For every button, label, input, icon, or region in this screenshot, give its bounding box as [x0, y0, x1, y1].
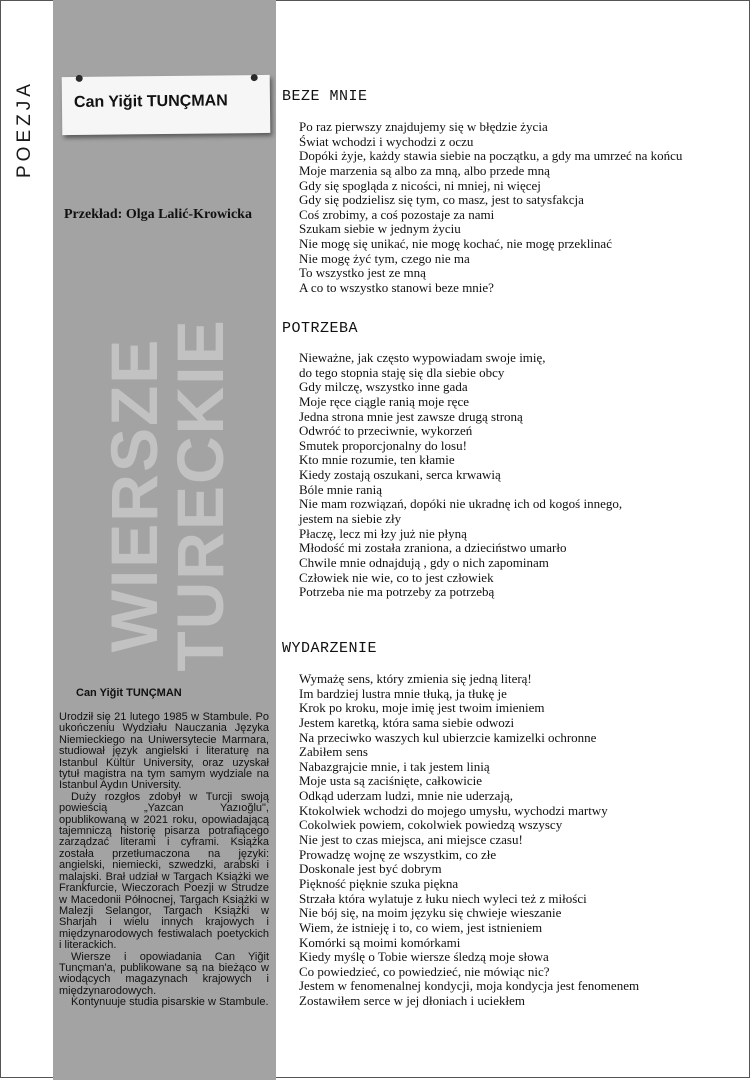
- poem-line: jestem na siebie zły: [299, 511, 402, 527]
- poem-title: POTRZEBA: [282, 320, 359, 337]
- poem-line: Prowadzę wojnę ze wszystkim, co złe: [299, 846, 497, 862]
- poem-line: Strzała która wylatuje z łuku niech wyleci też z miłości: [299, 890, 587, 906]
- poem-line: Bóle mnie ranią: [299, 481, 383, 497]
- poem-line: Nie jest to czas miejsca, ani miejsce czasu!: [299, 832, 523, 848]
- author-bio: [59, 712, 269, 1009]
- bio-author-name: Can Yiğit TUNÇMAN: [76, 687, 182, 699]
- bio-paragraph: Duży rozgłos zdobył w Turcji swoją powieścią „Yazcan Yazıoğlu", opublikowaną w 2021 roku, opowiadającą tajemniczą historię pisarza potrafiącego zarządzać literami i cyframi. Książka została przetłumaczona na języki: angielski, niemiecki, szwedzki, arabski i malajski. Brał udział w Targach Książki we Frankfurcie, Wieczorach Poezji w Strudze w Macedonii Północnej, Targach Książki w Malezji Selangor, Targach Książki w Sharjah i wielu innych krajowych i międzynarodowych festiwalach poetyckich i literackich.: [59, 790, 269, 952]
- poem-line: Komórki są moimi komórkami: [299, 934, 461, 950]
- poem-line: Gdy się podzielisz się tym, co masz, jest to satysfakcja: [299, 192, 584, 208]
- poem-line: Zabiłem sens: [299, 744, 368, 760]
- poem-line: Gdy milczę, wszystko inne gada: [299, 379, 468, 395]
- pin-icon: [76, 75, 83, 82]
- poem-line: Nie mam rozwiązań, dopóki nie ukradnę ich od kogoś innego,: [299, 496, 623, 512]
- poem-line: Nabazgrajcie mnie, i tak jestem linią: [299, 758, 490, 774]
- poem-line: Chwile mnie odnajdują , gdy o nich zapominam: [299, 554, 549, 570]
- poem-body: [299, 120, 682, 296]
- poem-line: Ktokolwiek wchodzi do mojego umysłu, wychodzi martwy: [299, 802, 608, 818]
- poem-line: Odwróć to przeciwnie, wykorzeń: [299, 423, 473, 439]
- bio-paragraph: Wiersze i opowiadania Can Yiğit Tunçman'a, publikowane są na bieżąco w wiodących magazynach krajowych i międzynarodowych.: [59, 950, 269, 997]
- poem-line: Nie bój się, na moim języku się chwieje wieszanie: [299, 905, 562, 921]
- poem-title: WYDARZENIE: [282, 640, 378, 657]
- poem-line: Doskonale jest być dobrym: [299, 861, 442, 877]
- author-name: Can Yiğit TUNÇMAN: [73, 92, 228, 111]
- poem-line: Co powiedzieć, co powiedzieć, nie mówiąc nic?: [299, 963, 550, 979]
- poem-line: Kiedy myślę o Tobie wiersze śledzą moje słowa: [299, 949, 549, 965]
- poem-line: Smutek proporcjonalny do losu!: [299, 437, 467, 453]
- poem-line: Gdy się spogląda z nicości, ni mniej, ni więcej: [299, 177, 541, 193]
- author-name-card: [62, 75, 271, 135]
- poem-line: Nieważne, jak często wypowiadam swoje imię,: [299, 350, 546, 365]
- bio-paragraph: Urodził się 21 lutego 1985 w Stambule. Po ukończeniu Wydziału Nauczania Języka Niemieckiego na Uniwersytecie Marmara, studiował język angielski i literaturę na Istanbul Kültür University, oraz uzyskał tytuł magistra na tym samym wydziale na Istanbul Aydın University.: [59, 711, 269, 792]
- poem-body: [299, 672, 639, 1009]
- poem-line: Jestem w fenomenalnej kondycji, moja kondycja jest fenomenem: [299, 978, 640, 994]
- poem-line: Nie mogę żyć tym, czego nie ma: [299, 250, 470, 266]
- poem-line: Kto mnie rozumie, ten kłamie: [299, 452, 455, 468]
- poem-line: Im bardziej lustra mnie tłuką, ja tłukę je: [299, 685, 507, 701]
- poem-line: Na przeciwko waszych kul ubierzcie kamizelki ochronne: [299, 729, 597, 745]
- poem-line: Nie mogę się unikać, nie mogę kochać, nie mogę przeklinać: [299, 236, 612, 252]
- poem-line: Dopóki żyje, każdy stawia siebie na początku, a gdy ma umrzeć na końcu: [299, 148, 683, 164]
- poem-line: Potrzeba nie ma potrzeby za potrzebą: [299, 584, 495, 600]
- poem-line: Jedna strona mnie jest zawsze drugą stroną: [299, 408, 523, 424]
- section-label: POEZJA: [14, 80, 35, 178]
- poem-line: Cokolwiek powiem, cokolwiek powiedzą wszyscy: [299, 817, 563, 833]
- poem-line: Piękność pięknie szuka piękna: [299, 875, 459, 891]
- poem-line: Wymażę sens, który zmienia się jedną literą!: [299, 671, 532, 686]
- poem-line: To wszystko jest ze mną: [299, 265, 426, 281]
- poem-line: Młodość mi została zraniona, a dzieciństwo umarło: [299, 540, 567, 556]
- poem-line: Coś zrobimy, a coś pozostaje za nami: [299, 206, 495, 222]
- poem-line: Płaczę, lecz mi łzy już nie płyną: [299, 525, 467, 541]
- poem-line: Po raz pierwszy znajdujemy się w błędzie życia: [299, 119, 548, 134]
- watermark-line: WIERSZE: [97, 337, 171, 653]
- poem-line: Szukam siebie w jednym życiu: [299, 221, 461, 237]
- poem-line: Jestem karetką, która sama siebie odwozi: [299, 714, 515, 730]
- poem-line: Świat wchodzi i wychodzi z oczu: [299, 133, 474, 149]
- poem-line: Moje marzenia są albo za mną, albo przede mną: [299, 162, 550, 178]
- poem-line: Zostawiłem serce w jej dłoniach i uciekłem: [299, 993, 525, 1009]
- pin-icon: [251, 74, 258, 81]
- poem-line: Człowiek nie wie, co to jest człowiek: [299, 569, 494, 585]
- poem-line: Odkąd uderzam ludzi, mnie nie uderzają,: [299, 788, 514, 804]
- poem-line: Wiem, że istnieję i to, co wiem, jest istnieniem: [299, 919, 543, 935]
- watermark-line: TURECKIE: [163, 318, 237, 672]
- poem-line: Moje usta są zaciśnięte, całkowicie: [299, 773, 483, 789]
- poem-line: Krok po kroku, moje imię jest twoim imieniem: [299, 700, 545, 716]
- poem-body: [299, 351, 622, 600]
- watermark-text: [97, 318, 237, 672]
- poem-line: Moje ręce ciągle ranią moje ręce: [299, 393, 469, 409]
- poem-line: A co to wszystko stanowi beze mnie?: [299, 280, 494, 296]
- translator-credit: Przekład: Olga Lalić-Krowicka: [64, 207, 252, 222]
- poem-line: Kiedy zostają oszukani, serca krwawią: [299, 467, 501, 483]
- poem-title: BEZE MNIE: [282, 88, 368, 105]
- bio-paragraph: Kontynuuje studia pisarskie w Stambule.: [71, 996, 269, 1009]
- poem-line: do tego stopnia staję się dla siebie obcy: [299, 364, 505, 380]
